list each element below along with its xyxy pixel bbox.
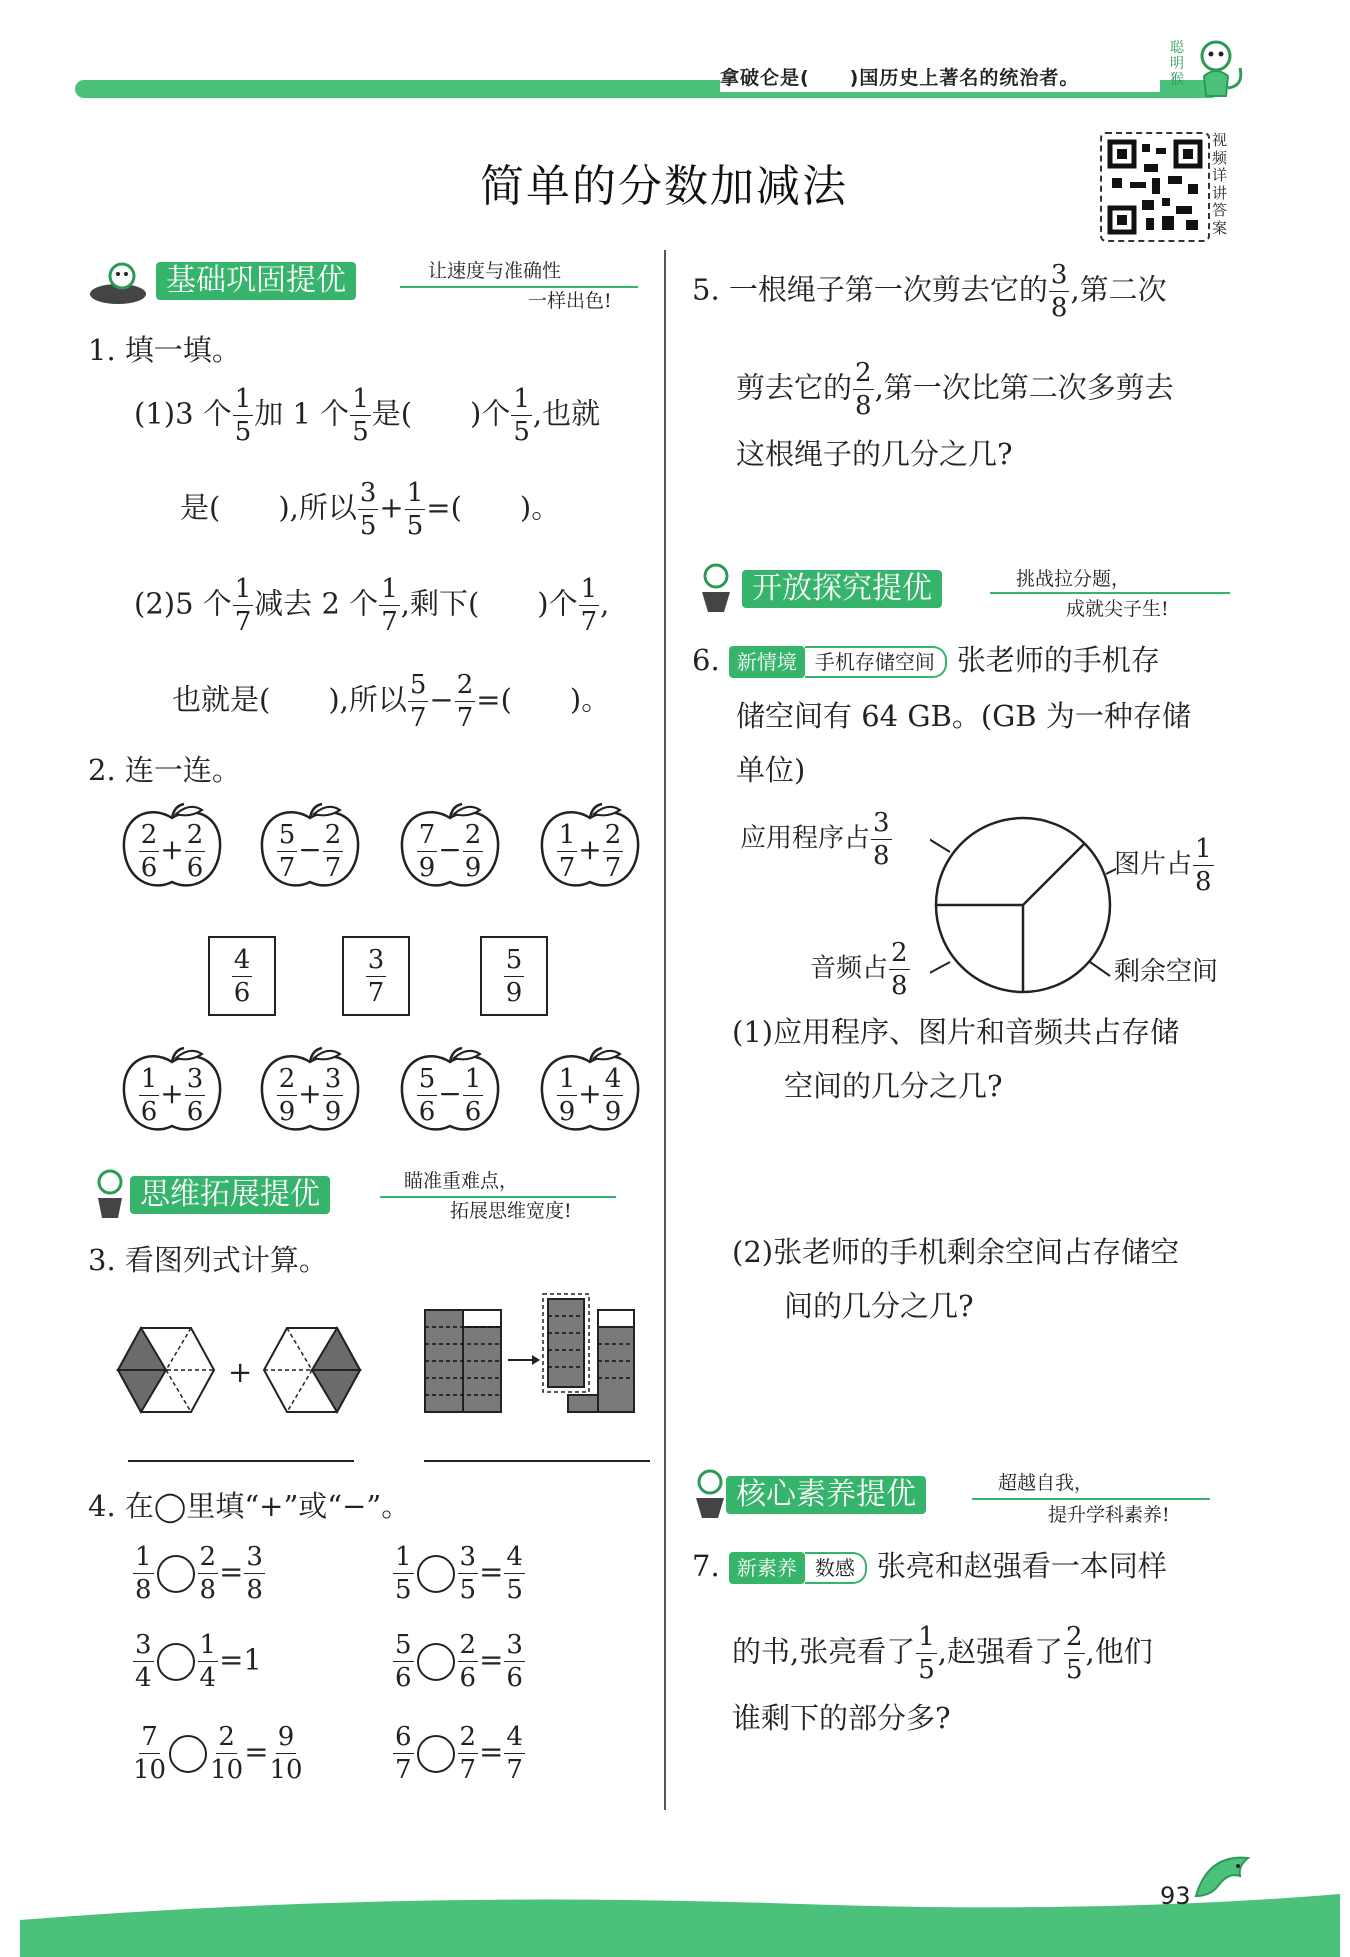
fraction: $\frac{1}{5}$ bbox=[395, 1542, 412, 1605]
fraction: $\frac{1}{5}$ bbox=[513, 384, 530, 447]
q6-sub1-line2: 空间的几分之几? bbox=[784, 1069, 1003, 1103]
q4-item: $\frac{7}{10}$ $\frac{2}{10}$ = $\frac{9}{10}$ bbox=[133, 1722, 303, 1785]
mascot-icon bbox=[90, 1168, 130, 1220]
mascot-icon bbox=[88, 260, 154, 306]
fraction: $\frac{2}{7}$ bbox=[604, 820, 622, 883]
context-label: 手机存储空间 bbox=[805, 646, 947, 678]
apple-expression: $\frac{1}{7}$ + $\frac{2}{7}$ bbox=[538, 802, 642, 894]
fraction: $\frac{5}{7}$ bbox=[409, 670, 427, 733]
fraction: $\frac{1}{5}$ bbox=[918, 1622, 935, 1685]
operator-circle[interactable] bbox=[157, 1555, 195, 1593]
q4-label: 4. 在◯里填“+”或“−”。 bbox=[88, 1489, 411, 1523]
q1-part1-line2: 是( ),所以 $\frac{3}{5}$ + $\frac{1}{5}$ =( )。 bbox=[180, 478, 561, 541]
q4-item: $\frac{1}{8}$ $\frac{2}{8}$ = $\frac{3}{8}$ bbox=[135, 1542, 263, 1605]
apple-expression: $\frac{2}{6}$ + $\frac{2}{6}$ bbox=[120, 802, 224, 894]
answer-box: $\frac{5}{9}$ bbox=[480, 936, 548, 1016]
fraction: $\frac{4}{5}$ bbox=[506, 1542, 523, 1605]
q6-sub2-line2: 间的几分之几? bbox=[784, 1289, 974, 1323]
fraction: $\frac{6}{7}$ bbox=[395, 1722, 412, 1785]
fraction: $\frac{3}{9}$ bbox=[324, 1064, 342, 1127]
new-context-tag: 新情境 bbox=[729, 646, 805, 678]
operator-circle[interactable] bbox=[417, 1555, 455, 1593]
fraction: $\frac{7}{9}$ bbox=[418, 820, 436, 883]
q6-line2: 储空间有 64 GB。(GB 为一种存储 bbox=[736, 699, 1191, 733]
page-title: 简单的分数加减法 bbox=[480, 161, 848, 212]
section-line-core bbox=[972, 1498, 1210, 1500]
q7-line2: 的书,张亮看了 $\frac{1}{5}$ ,赵强看了 $\frac{2}{5}$ ,他们 bbox=[732, 1622, 1153, 1685]
fraction: $\frac{2}{6}$ bbox=[140, 820, 158, 883]
fraction: $\frac{2}{9}$ bbox=[278, 1064, 296, 1127]
q5-line2: 剪去它的 $\frac{2}{8}$ ,第一次比第二次多剪去 bbox=[736, 358, 1174, 421]
fraction: $\frac{1}{7}$ bbox=[381, 574, 398, 637]
fraction: $\frac{3}{6}$ bbox=[506, 1630, 523, 1693]
q1-part2-line1: (2)5 个 $\frac{1}{7}$ 减去 2 个 $\frac{1}{7}$ ,剩下( )个 $\frac{1}{7}$ , bbox=[134, 574, 610, 637]
page-number: 93 bbox=[1160, 1882, 1191, 1910]
qr-icon bbox=[1102, 134, 1208, 240]
section-tag-basic-1: 让速度与准确性 bbox=[428, 260, 562, 282]
fraction: $\frac{4}{7}$ bbox=[506, 1722, 523, 1785]
pie-label-audio: 音频占 $\frac{2}{8}$ bbox=[810, 938, 908, 1001]
fraction: $\frac{1}{4}$ bbox=[199, 1630, 217, 1693]
q4-item: $\frac{6}{7}$ $\frac{2}{7}$ = $\frac{4}{7}$ bbox=[395, 1722, 523, 1785]
apple-expression: $\frac{5}{6}$ − $\frac{1}{6}$ bbox=[398, 1046, 502, 1138]
operator-circle[interactable] bbox=[169, 1735, 207, 1773]
q6-line1: 6. 新情境 手机存储空间 张老师的手机存 bbox=[692, 643, 1160, 677]
fraction: $\frac{2}{8}$ bbox=[199, 1542, 217, 1605]
section-tag-basic-2: 一样出色! bbox=[528, 290, 612, 312]
fraction: $\frac{3}{5}$ bbox=[359, 478, 377, 541]
fraction: $\frac{2}{7}$ bbox=[459, 1722, 477, 1785]
apple-expression: $\frac{1}{9}$ + $\frac{4}{9}$ bbox=[538, 1046, 642, 1138]
fraction: $\frac{2}{6}$ bbox=[459, 1630, 477, 1693]
fraction: $\frac{1}{6}$ bbox=[464, 1064, 482, 1127]
section-title-thinking: 思维拓展提优 bbox=[130, 1176, 330, 1214]
fraction: $\frac{5}{7}$ bbox=[278, 820, 296, 883]
q4-item: $\frac{5}{6}$ $\frac{2}{6}$ = $\frac{3}{6}$ bbox=[395, 1630, 523, 1693]
hexagon-figure-1 bbox=[116, 1326, 216, 1414]
fraction: $\frac{2}{7}$ bbox=[456, 670, 474, 733]
storage-pie-chart bbox=[930, 812, 1116, 998]
answer-box: $\frac{4}{6}$ bbox=[208, 936, 276, 1016]
operator-circle[interactable] bbox=[417, 1735, 455, 1773]
fraction: $\frac{3}{5}$ bbox=[459, 1542, 477, 1605]
section-tag-thinking-2: 拓展思维宽度! bbox=[450, 1200, 572, 1222]
q4-item: $\frac{1}{5}$ $\frac{3}{5}$ = $\frac{4}{5}$ bbox=[395, 1542, 523, 1605]
q4-item: $\frac{3}{4}$ $\frac{1}{4}$ =1 bbox=[135, 1630, 262, 1693]
q1-label: 1. 填一填。 bbox=[88, 333, 241, 367]
section-tag-core-1: 超越自我， bbox=[998, 1472, 1094, 1494]
section-title-core: 核心素养提优 bbox=[726, 1476, 926, 1514]
fraction: $\frac{4}{9}$ bbox=[604, 1064, 622, 1127]
section-title-basic: 基础巩固提优 bbox=[156, 262, 356, 300]
pie-label-pic: 图片占 $\frac{1}{8}$ bbox=[1114, 834, 1212, 897]
q6-line3: 单位) bbox=[736, 753, 806, 787]
apple-expression: $\frac{5}{7}$ − $\frac{2}{7}$ bbox=[258, 802, 362, 894]
fraction: $\frac{5}{6}$ bbox=[418, 1064, 436, 1127]
q5-line1: 5. 一根绳子第一次剪去它的 $\frac{3}{8}$ ,第二次 bbox=[692, 260, 1167, 323]
header-tip: 拿破仑是( )国历史上著名的统治者。 bbox=[720, 64, 1160, 92]
fraction: $\frac{1}{5}$ bbox=[406, 478, 424, 541]
new-literacy-tag: 新素养 bbox=[729, 1552, 805, 1584]
operator-circle[interactable] bbox=[417, 1643, 455, 1681]
answer-line bbox=[424, 1460, 650, 1462]
fraction: $\frac{9}{10}$ bbox=[269, 1722, 303, 1785]
section-tag-open-2: 成就尖子生! bbox=[1066, 598, 1169, 620]
pie-label-rest: 剩余空间 bbox=[1114, 957, 1219, 987]
apple-expression: $\frac{2}{9}$ + $\frac{3}{9}$ bbox=[258, 1046, 362, 1138]
mascot-icon bbox=[694, 562, 738, 614]
q6-sub2-line1: (2)张老师的手机剩余空间占存储空 bbox=[732, 1235, 1180, 1269]
dolphin-icon bbox=[1188, 1846, 1260, 1916]
apple-expression: $\frac{1}{6}$ + $\frac{3}{6}$ bbox=[120, 1046, 224, 1138]
monkey-icon bbox=[1190, 38, 1246, 102]
fraction: $\frac{1}{6}$ bbox=[140, 1064, 158, 1127]
fraction: $\frac{3}{8}$ bbox=[246, 1542, 263, 1605]
bar-figure bbox=[420, 1290, 650, 1420]
qr-label: 视频详讲答案 bbox=[1212, 131, 1228, 237]
section-tag-core-2: 提升学科素养! bbox=[1048, 1504, 1170, 1526]
fraction: $\frac{1}{5}$ bbox=[234, 384, 252, 447]
fraction: $\frac{3}{6}$ bbox=[186, 1064, 204, 1127]
fraction: $\frac{2}{8}$ bbox=[855, 358, 872, 421]
fraction: $\frac{2}{6}$ bbox=[186, 820, 204, 883]
fraction: $\frac{3}{8}$ bbox=[1050, 260, 1068, 323]
answer-line bbox=[128, 1460, 354, 1462]
mascot-label: 聪明猴 bbox=[1170, 40, 1184, 88]
q2-label: 2. 连一连。 bbox=[88, 753, 241, 787]
fraction: $\frac{1}{7}$ bbox=[234, 574, 252, 637]
fraction: $\frac{2}{7}$ bbox=[324, 820, 342, 883]
footer-wave bbox=[0, 1880, 1350, 1957]
operator-circle[interactable] bbox=[157, 1643, 195, 1681]
fraction: $\frac{1}{7}$ bbox=[580, 574, 598, 637]
section-line-basic bbox=[400, 286, 638, 288]
fraction: $\frac{1}{7}$ bbox=[558, 820, 576, 883]
fraction: $\frac{1}{5}$ bbox=[352, 384, 369, 447]
apple-expression: $\frac{7}{9}$ − $\frac{2}{9}$ bbox=[398, 802, 502, 894]
q1-part1-line1: (1)3 个 $\frac{1}{5}$ 加 1 个 $\frac{1}{5}$ 是( )个 $\frac{1}{5}$ ,也就 bbox=[134, 384, 601, 447]
fraction: $\frac{2}{10}$ bbox=[210, 1722, 244, 1785]
fraction: $\frac{3}{4}$ bbox=[135, 1630, 152, 1693]
section-tag-open-1: 挑战拉分题， bbox=[1016, 568, 1131, 590]
q5-line3: 这根绳子的几分之几? bbox=[736, 437, 1013, 471]
section-line-thinking bbox=[380, 1196, 616, 1198]
section-line-open bbox=[990, 592, 1230, 594]
q7-line1: 7. 新素养 数感 张亮和赵强看一本同样 bbox=[692, 1549, 1167, 1583]
section-tag-thinking-1: 瞄准重难点， bbox=[404, 1170, 519, 1192]
fraction: $\frac{7}{10}$ bbox=[133, 1722, 167, 1785]
qr-code[interactable] bbox=[1100, 132, 1210, 242]
answer-box: $\frac{3}{7}$ bbox=[342, 936, 410, 1016]
q7-line3: 谁剩下的部分多? bbox=[732, 1701, 951, 1735]
plus-sign: + bbox=[228, 1355, 253, 1389]
q1-part2-line2: 也就是( ),所以 $\frac{5}{7}$ − $\frac{2}{7}$ =( )。 bbox=[172, 670, 611, 733]
q3-label: 3. 看图列式计算。 bbox=[88, 1243, 328, 1277]
fraction: $\frac{1}{8}$ bbox=[135, 1542, 152, 1605]
fraction: $\frac{2}{9}$ bbox=[464, 820, 482, 883]
fraction: $\frac{5}{6}$ bbox=[395, 1630, 412, 1693]
hexagon-figure-2 bbox=[262, 1326, 362, 1414]
section-title-open: 开放探究提优 bbox=[742, 570, 942, 608]
fraction: $\frac{2}{5}$ bbox=[1065, 1622, 1083, 1685]
pie-label-app: 应用程序占 $\frac{3}{8}$ bbox=[740, 808, 890, 871]
column-divider bbox=[664, 250, 666, 1810]
fraction: $\frac{1}{9}$ bbox=[558, 1064, 576, 1127]
q6-sub1-line1: (1)应用程序、图片和音频共占存储 bbox=[732, 1015, 1180, 1049]
literacy-label: 数感 bbox=[805, 1552, 867, 1584]
